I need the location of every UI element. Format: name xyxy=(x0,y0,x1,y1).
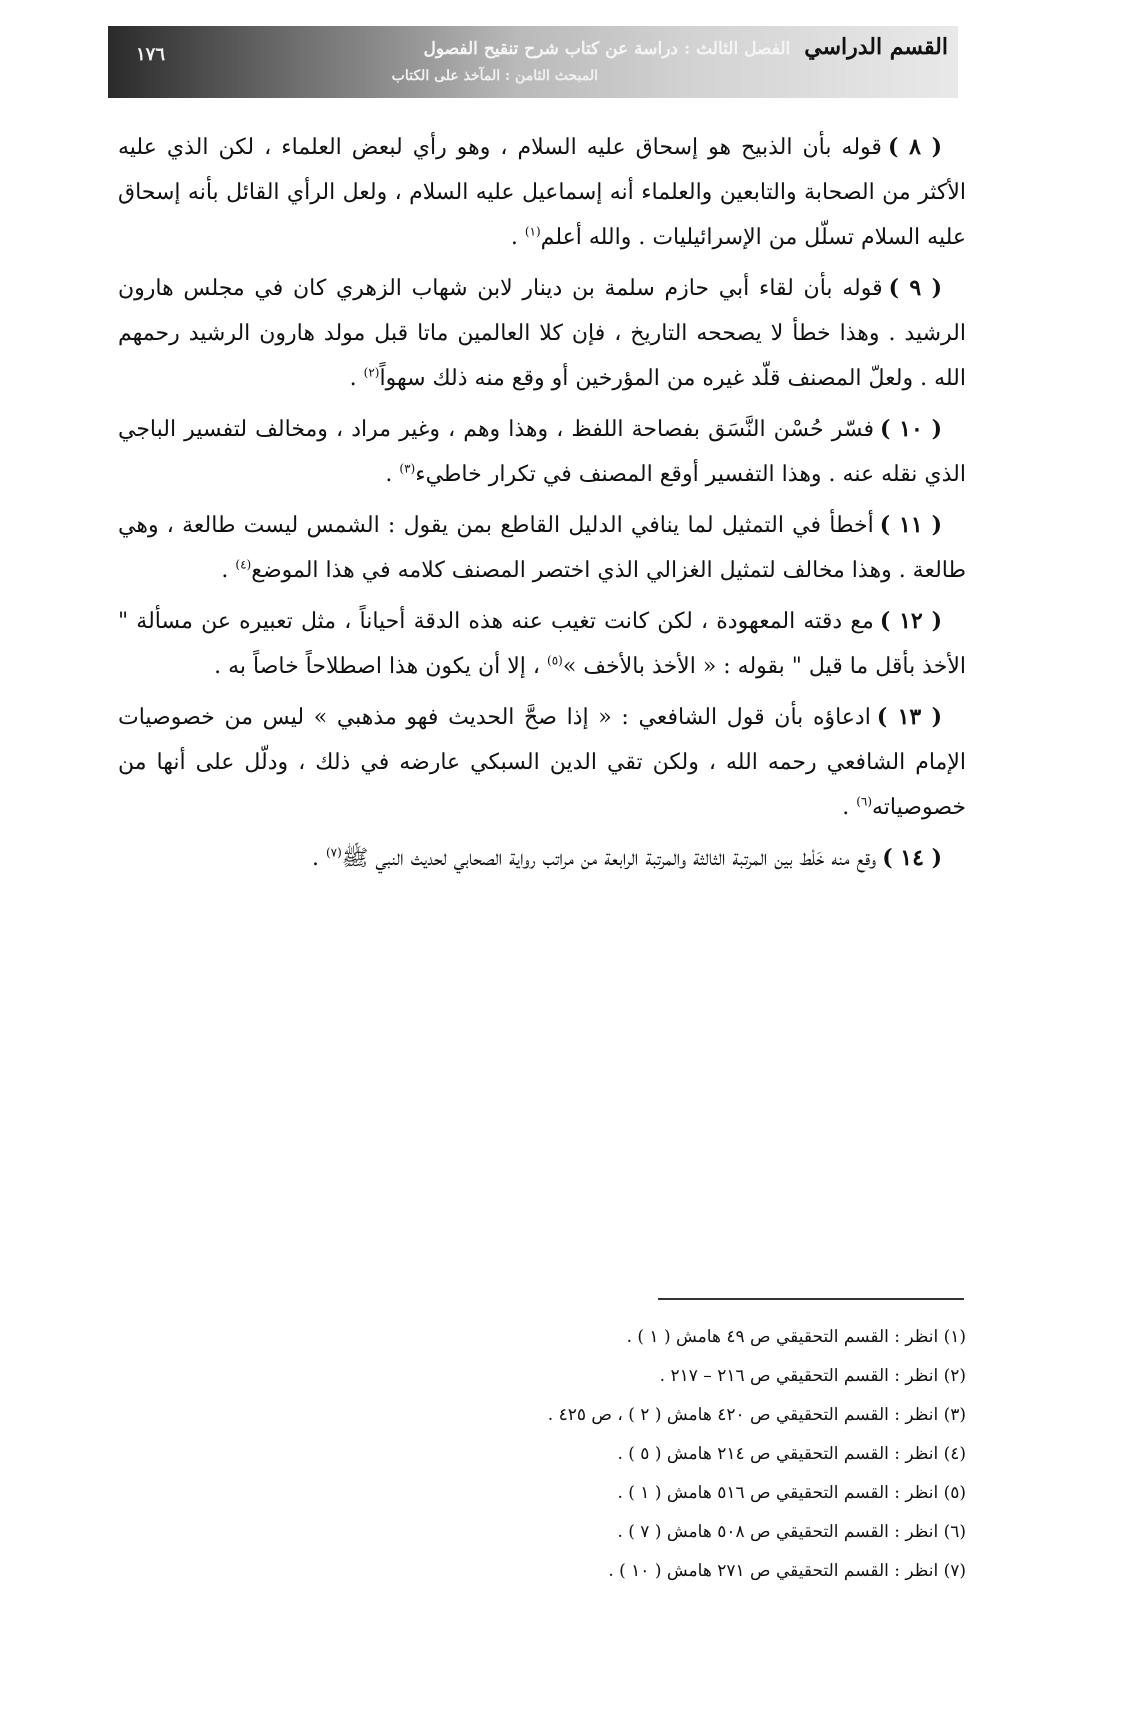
footnote-ref[interactable]: (٤) xyxy=(235,557,252,572)
footnote: (٣) انظر : القسم التحقيقي ص ٤٢٠ هامش ( ٢ ) ، ص ٤٢٥ . xyxy=(547,1405,966,1425)
item-end: . xyxy=(349,366,364,391)
item-text: وقع منه خَلْط بين المرتبة الثالثة والمرتبة الرابعة من مراتب رواية الصحابي لحديث النبي ﷺ xyxy=(341,846,877,871)
chapter-title: الفصل الثالث : دراسة عن كتاب شرح تنقيح الفصول xyxy=(423,39,791,59)
list-item xyxy=(118,695,966,830)
footnote: (٥) انظر : القسم التحقيقي ص ٥١٦ هامش ( ١ ) . xyxy=(617,1483,966,1503)
list-item xyxy=(118,266,966,401)
list-item xyxy=(118,125,966,260)
main-content xyxy=(118,125,966,887)
footnote-ref[interactable]: (٧) xyxy=(325,845,342,860)
item-number: ( ١٣ ) xyxy=(876,704,942,730)
footnote-ref[interactable]: (٦) xyxy=(856,794,873,809)
list-item xyxy=(118,407,966,497)
footnote: (٧) انظر : القسم التحقيقي ص ٢٧١ هامش ( ١٠ ) . xyxy=(608,1561,966,1581)
item-text: قوله بأن لقاء أبي حازم سلمة بن دينار لابن شهاب الزهري كان في مجلس هارون الرشيد . وهذا خطأ لا يصححه التاريخ ، فإن كلا العالمين ماتا قبل مولد هارون الرشيد رحمهم الله . ولعلّ المصنف قلّد غيره من المؤرخين أو وقع منه ذلك سهواً xyxy=(118,276,966,391)
footnote-ref[interactable]: (٢) xyxy=(363,365,380,380)
footnote-divider xyxy=(658,1298,964,1300)
item-end: . xyxy=(311,846,326,871)
footnote-ref[interactable]: (١) xyxy=(524,224,541,239)
item-number: ( ١٤ ) xyxy=(882,845,942,871)
item-end: ، إلا أن يكون هذا اصطلاحاً خاصاً به . xyxy=(214,654,547,679)
item-text: قوله بأن الذبيح هو إسحاق عليه السلام ، وهو رأي لبعض العلماء ، لكن الذي عليه الأكثر من الصحابة والتابعين والعلماء أنه إسماعيل عليه السلام ، ولعل الرأي القائل بأنه إسحاق عليه السلام تسلّل من الإسرائيليات . والله أعلم xyxy=(118,135,966,250)
footnote: (١) انظر : القسم التحقيقي ص ٤٩ هامش ( ١ ) . xyxy=(626,1327,966,1347)
item-text: ادعاؤه بأن قول الشافعي : « إذا صحَّ الحديث فهو مذهبي » ليس من خصوصيات الإمام الشافعي رحمه الله ، ولكن تقي الدين السبكي عارضه في ذلك ، ودلّل على أنها من خصوصياته xyxy=(118,705,966,820)
footnote: (٦) انظر : القسم التحقيقي ص ٥٠٨ هامش ( ٧ ) . xyxy=(617,1522,966,1542)
item-end: . xyxy=(842,795,857,820)
item-end: . xyxy=(385,462,400,487)
list-item xyxy=(118,836,966,881)
footnote: (٢) انظر : القسم التحقيقي ص ٢١٦ – ٢١٧ . xyxy=(659,1366,966,1386)
item-end: . xyxy=(221,558,236,583)
item-text: أخطأ في التمثيل لما ينافي الدليل القاطع بمن يقول : الشمس ليست طالعة ، وهي طالعة . وهذا مخالف لتمثيل الغزالي الذي اختصر المصنف كلامه في هذا الموضع xyxy=(118,513,966,583)
footnote-ref[interactable]: (٥) xyxy=(547,653,563,668)
item-text: مع دقته المعهودة ، لكن كانت تغيب عنه هذه الدقة أحياناً ، مثل تعبيره عن مسألة " الأخذ بأقل ما قيل " بقوله : « الأخذ بالأخف » xyxy=(118,609,966,679)
item-number: ( ١٠ ) xyxy=(880,416,942,442)
item-number: ( ٨ ) xyxy=(887,134,943,160)
list-item xyxy=(118,599,966,689)
page-header xyxy=(108,26,958,98)
footnote-ref[interactable]: (٣) xyxy=(399,461,416,476)
page-number: ١٧٦ xyxy=(136,44,166,65)
item-number: ( ١١ ) xyxy=(879,512,942,538)
footnote: (٤) انظر : القسم التحقيقي ص ٢١٤ هامش ( ٥ ) . xyxy=(617,1444,966,1464)
footnotes xyxy=(118,1318,966,1591)
header-title xyxy=(424,34,948,60)
section-title: القسم الدراسي xyxy=(804,34,948,60)
item-number: ( ١٢ ) xyxy=(879,608,942,634)
header-subtitle: المبحث الثامن : المآخذ على الكتاب xyxy=(391,68,598,84)
list-item xyxy=(118,503,966,593)
item-text: فسّر حُسْن النَّسَق بفصاحة اللفظ ، وهذا وهم ، وغير مراد ، ومخالف لتفسير الباجي الذي نقله عنه . وهذا التفسير أوقع المصنف في تكرار خاطيء xyxy=(118,417,966,487)
item-end: . xyxy=(510,225,525,250)
item-number: ( ٩ ) xyxy=(888,275,942,301)
